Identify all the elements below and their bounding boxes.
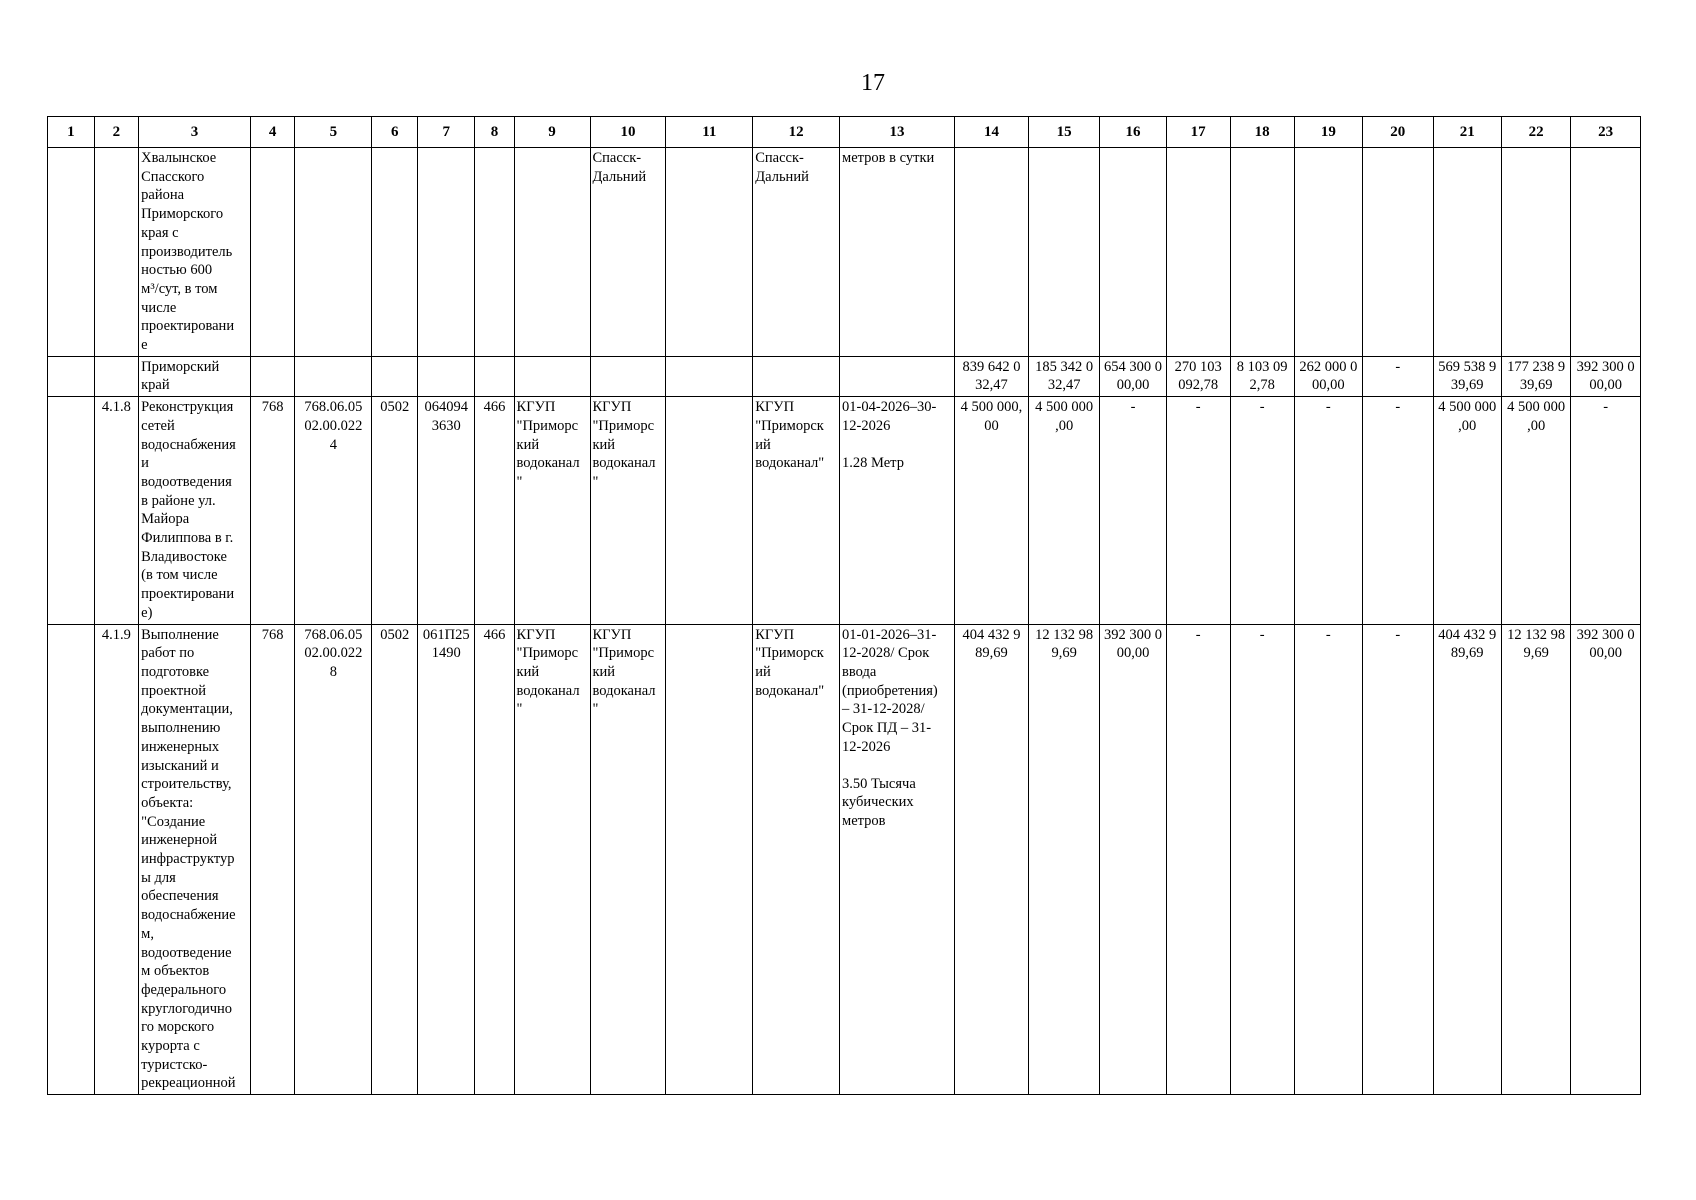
cell-text: 0502 — [380, 399, 410, 416]
cell-text: - — [1325, 626, 1331, 643]
table-cell-c7 — [417, 397, 475, 624]
table-cell-c1 — [48, 148, 95, 357]
table-cell-c21 — [1433, 148, 1501, 357]
table-cell-c18 — [1230, 148, 1294, 357]
cell-text: КГУП "Приморс кий водоканал " — [516, 399, 580, 490]
table-cell-c13 — [840, 624, 955, 1095]
table-cell-c20 — [1363, 356, 1434, 396]
cell-text: 768.06.05 02.00.022 8 — [304, 626, 363, 680]
table-cell-c5 — [295, 356, 372, 396]
table-cell-c4 — [250, 148, 294, 357]
table-cell-c21 — [1433, 356, 1501, 396]
table-cell-c4 — [250, 356, 294, 396]
table-cell-c19 — [1294, 148, 1362, 357]
cell-text: Приморский край — [141, 358, 220, 394]
cell-text: - — [1259, 626, 1265, 643]
cell-text: 4.1.8 — [101, 399, 131, 416]
table-cell-c17 — [1166, 356, 1230, 396]
table-row — [48, 397, 1641, 624]
cell-text: 4.1.9 — [101, 626, 131, 643]
cell-text: 392 300 0 00,00 — [1576, 358, 1635, 394]
cell-text: - — [1603, 399, 1609, 416]
column-header: 19 — [1294, 117, 1362, 148]
table-cell-c14 — [955, 356, 1029, 396]
table-cell-c11 — [666, 356, 753, 396]
table-cell-c21 — [1433, 624, 1501, 1095]
cell-text: 569 538 9 39,69 — [1438, 358, 1497, 394]
cell-text: 392 300 0 00,00 — [1576, 626, 1635, 662]
cell-text: 839 642 0 32,47 — [962, 358, 1021, 394]
cell-text: 064094 3630 — [424, 399, 468, 434]
cell-text: 404 432 9 89,69 — [1438, 626, 1497, 662]
table-cell-c17 — [1166, 624, 1230, 1095]
table-cell-c13 — [840, 397, 955, 624]
table-cell-c1 — [48, 356, 95, 396]
column-header: 6 — [372, 117, 418, 148]
table-cell-c13 — [840, 148, 955, 357]
column-header: 4 — [250, 117, 294, 148]
cell-text: КГУП "Приморс кий водоканал " — [592, 399, 656, 490]
cell-text: 4 500 000 ,00 — [1507, 399, 1566, 434]
column-header: 5 — [295, 117, 372, 148]
table-row — [48, 356, 1641, 396]
table-cell-c1 — [48, 624, 95, 1095]
cell-text: 3.50 Тысяча кубических метров — [842, 775, 916, 829]
table-cell-c7 — [417, 624, 475, 1095]
table-cell-c7 — [417, 356, 475, 396]
table-cell-c20 — [1363, 397, 1434, 624]
table-cell-c5 — [295, 624, 372, 1095]
column-header: 8 — [475, 117, 514, 148]
cell-text: Спасск- Дальний — [592, 150, 647, 185]
cell-text: Спасск- Дальний — [755, 150, 809, 185]
page-number: 17 — [861, 70, 885, 96]
table-cell-c23 — [1571, 356, 1641, 396]
header-row — [48, 117, 1641, 148]
table-cell-c20 — [1363, 148, 1434, 357]
table-cell-c10 — [590, 356, 666, 396]
table-cell-c15 — [1028, 148, 1100, 357]
cell-text: 4 500 000 ,00 — [1035, 399, 1094, 434]
cell-text: 1.28 Метр — [842, 454, 904, 471]
table-cell-c7 — [417, 148, 475, 357]
table-cell-c11 — [666, 397, 753, 624]
table-cell-c19 — [1294, 624, 1362, 1095]
table-cell-c13 — [840, 356, 955, 396]
column-header: 9 — [514, 117, 590, 148]
cell-text: Хвалынское Спасского района Приморского края с производитель ностью 600 м³/сут, в том числе проектировани е — [141, 150, 235, 354]
column-header: 20 — [1363, 117, 1434, 148]
table-cell-c6 — [372, 148, 418, 357]
column-header: 14 — [955, 117, 1029, 148]
cell-text: 768 — [261, 626, 284, 643]
table-cell-c15 — [1028, 397, 1100, 624]
table-cell-c2 — [94, 624, 138, 1095]
table-cell-c3 — [139, 624, 251, 1095]
table-cell-c10 — [590, 148, 666, 357]
cell-text: Выполнение работ по подготовке проектной документации, выполнению инженерных изысканий и строительству, объекта: "Создание инженерной инфраструктур ы для обеспечения водоснабжение м, водоотведение м объектов федерального круглогодично го морского курорта с туристско- рекреационной — [141, 626, 236, 1092]
table-cell-c22 — [1501, 397, 1570, 624]
table-cell-c9 — [514, 397, 590, 624]
table-cell-c23 — [1571, 624, 1641, 1095]
cell-text: - — [1325, 399, 1331, 416]
table-cell-c2 — [94, 356, 138, 396]
column-header: 3 — [139, 117, 251, 148]
column-header: 22 — [1501, 117, 1570, 148]
table-cell-c16 — [1100, 397, 1166, 624]
column-header: 10 — [590, 117, 666, 148]
cell-text: 061П25 1490 — [422, 626, 470, 662]
table-cell-c6 — [372, 356, 418, 396]
table-cell-c22 — [1501, 148, 1570, 357]
table-cell-c6 — [372, 397, 418, 624]
table-cell-c18 — [1230, 624, 1294, 1095]
column-header: 15 — [1028, 117, 1100, 148]
cell-text: - — [1395, 626, 1401, 643]
table-cell-c15 — [1028, 624, 1100, 1095]
table-cell-c14 — [955, 397, 1029, 624]
table-cell-c16 — [1100, 356, 1166, 396]
table-cell-c17 — [1166, 148, 1230, 357]
cell-text: - — [1395, 399, 1401, 416]
cell-text: КГУП "Приморс кий водоканал " — [516, 626, 580, 718]
column-header: 2 — [94, 117, 138, 148]
table-cell-c8 — [475, 356, 514, 396]
column-header: 21 — [1433, 117, 1501, 148]
table-cell-c9 — [514, 624, 590, 1095]
column-header: 18 — [1230, 117, 1294, 148]
table-cell-c4 — [250, 624, 294, 1095]
table-cell-c8 — [475, 148, 514, 357]
table-cell-c12 — [753, 397, 840, 624]
cell-text: 12 132 98 9,69 — [1507, 626, 1566, 662]
table-cell-c12 — [753, 624, 840, 1095]
budget-table — [47, 116, 1641, 1095]
table-cell-c9 — [514, 148, 590, 357]
table-cell-c8 — [475, 624, 514, 1095]
table-cell-c10 — [590, 624, 666, 1095]
table-cell-c3 — [139, 148, 251, 357]
cell-text: 4 500 000 ,00 — [1438, 399, 1497, 434]
table-cell-c9 — [514, 356, 590, 396]
cell-text: 4 500 000, 00 — [960, 399, 1023, 434]
cell-text: 177 238 9 39,69 — [1507, 358, 1566, 394]
cell-text: - — [1130, 399, 1136, 416]
column-header: 1 — [48, 117, 95, 148]
column-header: 23 — [1571, 117, 1641, 148]
table-cell-c16 — [1100, 148, 1166, 357]
column-header: 16 — [1100, 117, 1166, 148]
cell-text: Реконструкция сетей водоснабжения и водоотведения в районе ул. Майора Филиппова в г. Владивостоке (в том числе проектировани е) — [141, 399, 236, 621]
table-cell-c11 — [666, 148, 753, 357]
column-header: 7 — [417, 117, 475, 148]
cell-text: 768 — [261, 399, 284, 416]
column-header: 13 — [840, 117, 955, 148]
table-cell-c1 — [48, 397, 95, 624]
column-header: 11 — [666, 117, 753, 148]
table-cell-c17 — [1166, 397, 1230, 624]
column-header: 17 — [1166, 117, 1230, 148]
cell-text: 01-01-2026–31- 12-2028/ Срок ввода (приобретения) – 31-12-2028/ Срок ПД – 31- 12-2026 — [842, 626, 938, 755]
table-cell-c22 — [1501, 624, 1570, 1095]
table-cell-c2 — [94, 397, 138, 624]
table-cell-c19 — [1294, 356, 1362, 396]
cell-text: 768.06.05 02.00.022 4 — [304, 399, 363, 453]
table-cell-c3 — [139, 356, 251, 396]
cell-text: 404 432 9 89,69 — [962, 626, 1021, 662]
cell-text: - — [1395, 358, 1401, 375]
cell-text: - — [1195, 626, 1201, 643]
table-cell-c18 — [1230, 356, 1294, 396]
table-cell-c12 — [753, 356, 840, 396]
table-cell-c23 — [1571, 148, 1641, 357]
cell-text: метров в сутки — [842, 150, 935, 166]
table-cell-c6 — [372, 624, 418, 1095]
cell-text: 466 — [483, 399, 506, 416]
table-cell-c22 — [1501, 356, 1570, 396]
cell-text: - — [1259, 399, 1265, 416]
cell-text: 262 000 0 00,00 — [1299, 358, 1358, 394]
table-cell-c18 — [1230, 397, 1294, 624]
cell-text: 185 342 0 32,47 — [1035, 358, 1094, 394]
table-cell-c23 — [1571, 397, 1641, 624]
table-cell-c14 — [955, 624, 1029, 1095]
table-cell-c15 — [1028, 356, 1100, 396]
column-header: 12 — [753, 117, 840, 148]
table-cell-c11 — [666, 624, 753, 1095]
cell-text: 01-04-2026–30- 12-2026 — [842, 399, 937, 434]
table-row — [48, 148, 1641, 357]
table-cell-c20 — [1363, 624, 1434, 1095]
table-cell-c4 — [250, 397, 294, 624]
cell-text: 654 300 0 00,00 — [1104, 358, 1163, 394]
table-cell-c2 — [94, 148, 138, 357]
table-cell-c8 — [475, 397, 514, 624]
cell-text: КГУП "Приморск ий водоканал" — [755, 626, 825, 699]
cell-text: 8 103 09 2,78 — [1236, 358, 1288, 394]
cell-text: 0502 — [380, 626, 410, 643]
cell-text: КГУП "Приморск ий водоканал" — [755, 399, 825, 472]
table-cell-c5 — [295, 148, 372, 357]
cell-text: 466 — [483, 626, 506, 643]
table-cell-c3 — [139, 397, 251, 624]
cell-text: 12 132 98 9,69 — [1035, 626, 1094, 662]
table-cell-c14 — [955, 148, 1029, 357]
table-cell-c21 — [1433, 397, 1501, 624]
cell-text: КГУП "Приморс кий водоканал " — [592, 626, 656, 718]
cell-text: - — [1195, 399, 1201, 416]
table-cell-c12 — [753, 148, 840, 357]
table-cell-c16 — [1100, 624, 1166, 1095]
cell-text: 392 300 0 00,00 — [1104, 626, 1163, 662]
table-row — [48, 624, 1641, 1095]
table-cell-c5 — [295, 397, 372, 624]
table-cell-c19 — [1294, 397, 1362, 624]
cell-text: 270 103 092,78 — [1174, 358, 1222, 394]
table-cell-c10 — [590, 397, 666, 624]
